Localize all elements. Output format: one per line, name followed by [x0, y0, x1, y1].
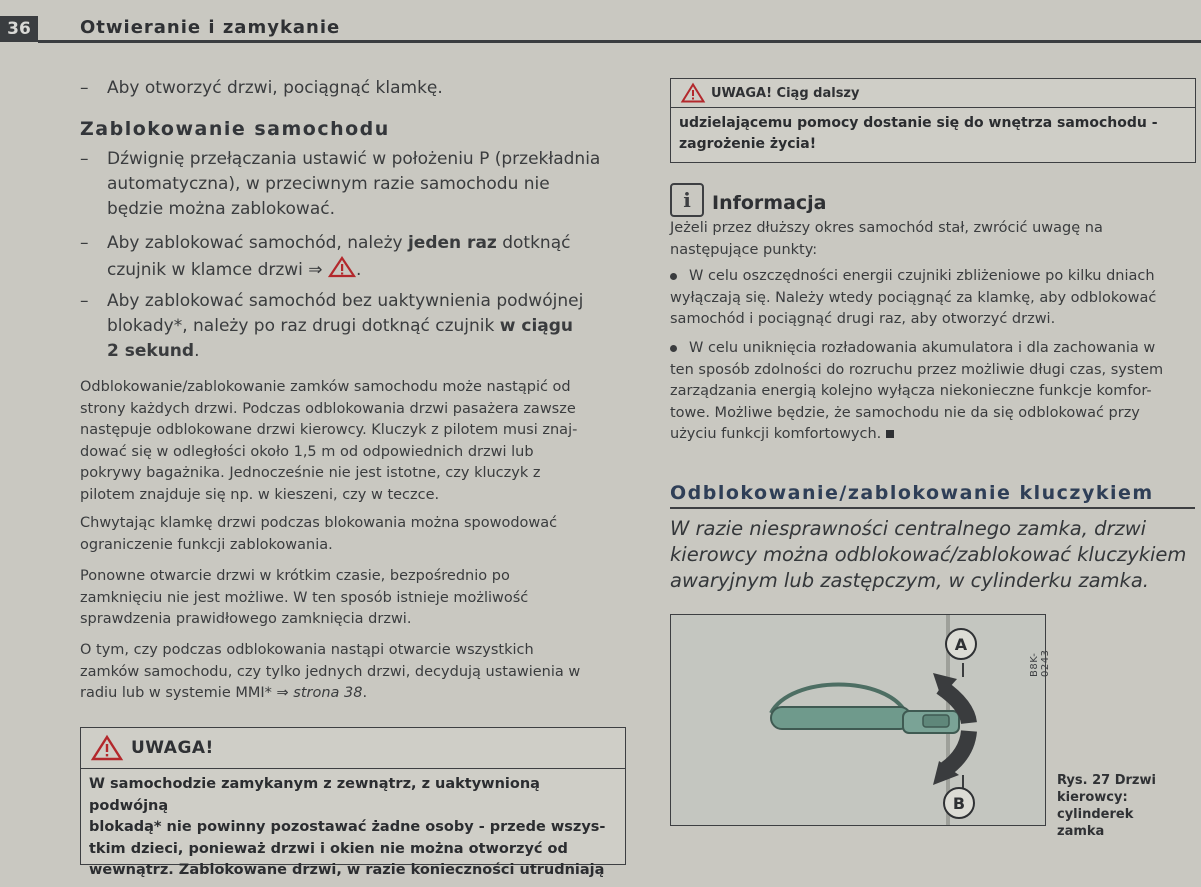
warning-continued-title: UWAGA! Ciąg dalszy	[711, 85, 860, 101]
warning-continued-header	[671, 79, 1195, 108]
figure-code: B8K-0243	[1029, 649, 1051, 677]
info-bullet-1: W celu oszczędności energii czujniki zbliżeniowe po kilku dniach wyłączają się. Należy wtedy pociągnąć za klamkę, aby odblokować samochód i pociągnąć drugi raz, aby otworzyć drzwi.	[670, 268, 1157, 327]
warning-title: UWAGA!	[131, 738, 214, 758]
paragraph-1: Odblokowanie/zablokowanie zamków samochodu może nastąpić od strony każdych drzwi. Podczas odblokowania drzwi pasażera zawsze następuje odblokowane drzwi kierowcy. Kluczyk z pilotem musi znaj- dować się w odległości około 1,5 m od odpowiednich drzwi lub pokrywy bagażnika. Jednocześnie nie jest istotne, czy kluczyk z pilotem znajduje się np. w kieszeni, czy w teczce.	[80, 379, 578, 503]
door-lock-illustration	[671, 615, 1045, 825]
page-number: 36	[0, 16, 38, 42]
info-bullet-2: W celu uniknięcia rozładowania akumulatora i dla zachowania w ten sposób zdolności do rozruchu przez możliwie długi czas, system zarządzania energią kolejno wyłącza niekonieczne funkcje komfor- towe. Możliwe będzie, że samochodu nie da się odblokować przy użyciu funkcji komfortowych.	[670, 340, 1164, 442]
warning-continued-body: udzielającemu pomocy dostanie się do wnętrza samochodu - zagrożenie życia!	[679, 115, 1158, 152]
marker-a: A	[945, 628, 977, 660]
step-1-line: Dźwignię przełączania ustawić w położeniu P (przekładnia	[107, 149, 601, 169]
lead-text: W razie niesprawności centralnego zamka, drzwi kierowcy można odblokować/zablokować kluczykiem awaryjnym lub zastępczym, w cylinderku zamka.	[670, 517, 1187, 592]
step-1-line: będzie można zablokować.	[107, 199, 335, 219]
section-title-kluczykiem: Odblokowanie/zablokowanie kluczykiem	[670, 482, 1154, 504]
header-rule	[38, 40, 1201, 43]
bullet-icon	[670, 273, 677, 280]
warning-triangle-icon	[91, 735, 123, 761]
paragraph-3: Ponowne otwarcie drzwi w krótkim czasie, bezpośrednio po zamknięciu nie jest możliwe. W ten sposób istnieje możliwość sprawdzenia prawidłowego zamknięcia drzwi.	[80, 568, 529, 627]
paragraph-4: O tym, czy podczas odblokowania nastąpi otwarcie wszystkich zamków samochodu, czy tylko jednych drzwi, decydują ustawienia w radiu lub w systemie MMI* ⇒ strona 38.	[80, 642, 581, 701]
figure-door-cylinder	[670, 614, 1051, 826]
section-rule	[670, 507, 1195, 509]
marker-b: B	[943, 787, 975, 819]
warning-body: W samochodzie zamykanym z zewnątrz, z uaktywnioną podwójną blokadą* nie powinny pozostawać żadne osoby - przede wszys- tkim dzieci, ponieważ drzwi i okien nie można otworzyć od wewnątrz. Zablokowane drzwi, w razie konieczności utrudniają	[89, 776, 606, 878]
info-icon: i	[670, 183, 704, 217]
info-intro: Jeżeli przez dłuższy okres samochód stał, zwrócić uwagę na następujące punkty:	[670, 220, 1103, 258]
intro-step: – Aby otworzyć drzwi, pociągnąć klamkę.	[80, 78, 443, 98]
paragraph-2: Chwytając klamkę drzwi podczas blokowania można spowodować ograniczenie funkcji zablokowania.	[80, 515, 558, 553]
step-2: – Aby zablokować samochód, należy jeden raz dotknąć czujnik w klamce drzwi ⇒ .	[80, 233, 571, 280]
page-header	[0, 0, 1201, 44]
page-link[interactable]: strona 38	[293, 685, 363, 701]
warning-box	[80, 727, 626, 878]
chapter-title: Otwieranie i zamykanie	[80, 17, 341, 38]
step-3: – Aby zablokować samochód bez uaktywnienia podwójnej blokady*, należy po raz drugi dotknąć czujnik w ciągu 2 sekund.	[80, 291, 584, 361]
section-title-zablokowanie: Zablokowanie samochodu	[80, 118, 390, 140]
end-mark-icon	[886, 430, 894, 438]
warning-header	[81, 728, 625, 769]
warning-triangle-icon	[681, 83, 705, 103]
warning-triangle-icon	[328, 256, 356, 278]
step-1-line: automatyczna), w przeciwnym razie samochodu nie	[107, 174, 550, 194]
bullet-icon	[670, 345, 677, 352]
step-1: – Dźwignię przełączania ustawić w położeniu P (przekładnia automatyczna), w przeciwnym razie samochodu nie będzie można zablokować.	[80, 147, 640, 222]
warning-continued-box	[670, 78, 1196, 163]
info-title: Informacja	[712, 192, 827, 214]
figure-caption: Rys. 27 Drzwi kierowcy: cylinderek zamka	[1057, 773, 1156, 839]
